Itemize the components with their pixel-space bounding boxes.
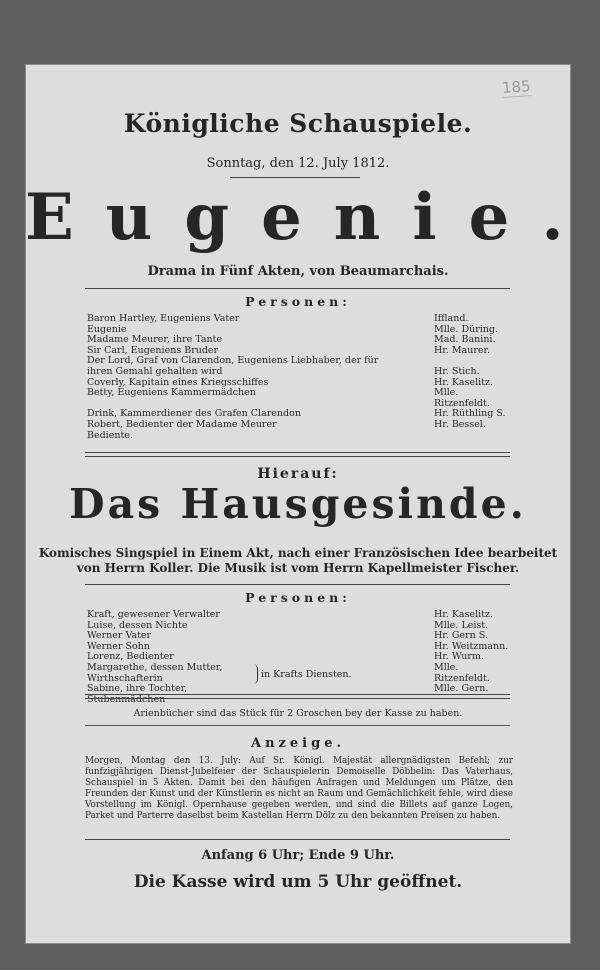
play1-cast-list: [87, 314, 512, 441]
playbill-paper: [25, 64, 596, 944]
cast-row: Bediente.: [87, 429, 133, 441]
performance-date: Sonntag, den 12. July 1812.: [206, 156, 390, 171]
arienbuecher-note: Arienbücher sind das Stück für 2 Groschen bey der Kasse zu haben.: [133, 708, 463, 719]
hierauf: Hierauf:: [257, 466, 339, 482]
anzeige-text: Morgen, Montag den 13. July: Auf Sr. Königl. Majestät allergnädigsten Befehl; zur funfzigjährigen Dienst-Jubelfeier der Schauspielerin Demoiselle Döbbelin: Das Vaterhaus, Schauspiel in 5 Akten. Damit bei den häufigen Anfragen und Meldungen um Plätze, den Freunden der Kunst und der Künstlerin es nicht an Raum und Gemächlichkeit fehle, wird diese Vorstellung im Königl. Opernhause gegeben werden, und sind die Billets auf ganze Logen, Parket und Parterre daselbst beim Kastellan Herrn Dölz zu den bekannten Preisen zu haben.: [85, 756, 513, 821]
box-office-opening: Die Kasse wird um 5 Uhr geöffnet.: [133, 872, 463, 892]
cast-row: Eugenie Mlle. Düring.: [87, 323, 498, 335]
divider: [85, 288, 510, 289]
brace: [251, 664, 258, 684]
play2-subtitle: Komisches Singspiel in Einem Akt, nach einer Französischen Idee bearbeitet von Herrn Koller. Die Musik ist vom Herrn Kapellmeister Fischer.: [38, 546, 558, 575]
cast-row: Der Lord, Graf von Clarendon, Eugeniens Liebhaber, der für ihren Gemahl gehalten wird Hr. Stich.: [87, 355, 480, 377]
divider: [85, 839, 510, 840]
play2-personen-heading: Personen:: [245, 590, 351, 605]
cast-row: Baron Hartley, Eugeniens Vater Iffland.: [87, 313, 469, 324]
divider: [85, 584, 510, 585]
cast-row: Lorenz, Bedienter Hr. Wurm.: [87, 651, 484, 663]
cast-row: Werner Sohn Hr. Weitzmann.: [87, 640, 509, 652]
divider: [230, 177, 360, 178]
play2-cast-list: [87, 610, 512, 705]
cast-row: Sabine, ihre Tochter, Stubenmädchen Mlle. Gern.: [87, 683, 489, 705]
anzeige-heading: Anzeige.: [250, 736, 346, 751]
play1-personen-heading: Personen:: [245, 294, 351, 309]
double-divider: [85, 452, 510, 457]
performance-times: Anfang 6 Uhr; Ende 9 Uhr.: [201, 848, 395, 863]
cast-row: Coverly, Kapitain eines Kriegsschiffes Hr. Kaselitz.: [87, 376, 493, 388]
divider: [85, 725, 510, 726]
cast-row: Margarethe, dessen Mutter, Wirthschafterin Mlle. Ritzenfeldt.: [87, 661, 490, 684]
cast-row: Betty, Eugeniens Kammermädchen Mlle. Ritzenfeldt.: [87, 387, 490, 409]
cast-row: Werner Vater Hr. Gern S.: [87, 630, 488, 642]
catalog-number: 185: [501, 77, 532, 97]
in-krafts-diensten: in Krafts Diensten.: [261, 669, 352, 680]
play1-title: Eugenie.: [25, 180, 596, 255]
cast-row: Luise, dessen Nichte Mlle. Leist.: [87, 619, 489, 631]
cast-row: Drink, Kammerdiener des Grafen Clarendon Hr. Rüthling S.: [87, 408, 506, 420]
cast-row: Robert, Bedienter der Madame Meurer Hr. Bessel.: [87, 418, 486, 430]
cast-row: Madame Meurer, ihre Tante Mad. Banini.: [87, 334, 496, 346]
cast-row: Kraft, gewesener Verwalter Hr. Kaselitz.: [87, 609, 493, 620]
play1-subtitle: Drama in Fünf Akten, von Beaumarchais.: [147, 264, 449, 279]
play2-title: Das Hausgesinde.: [69, 480, 527, 528]
theatre-name: Königliche Schauspiele.: [123, 109, 473, 138]
double-divider: [85, 694, 510, 699]
cast-row: Sir Carl, Eugeniens Bruder Hr. Maurer.: [87, 344, 491, 356]
